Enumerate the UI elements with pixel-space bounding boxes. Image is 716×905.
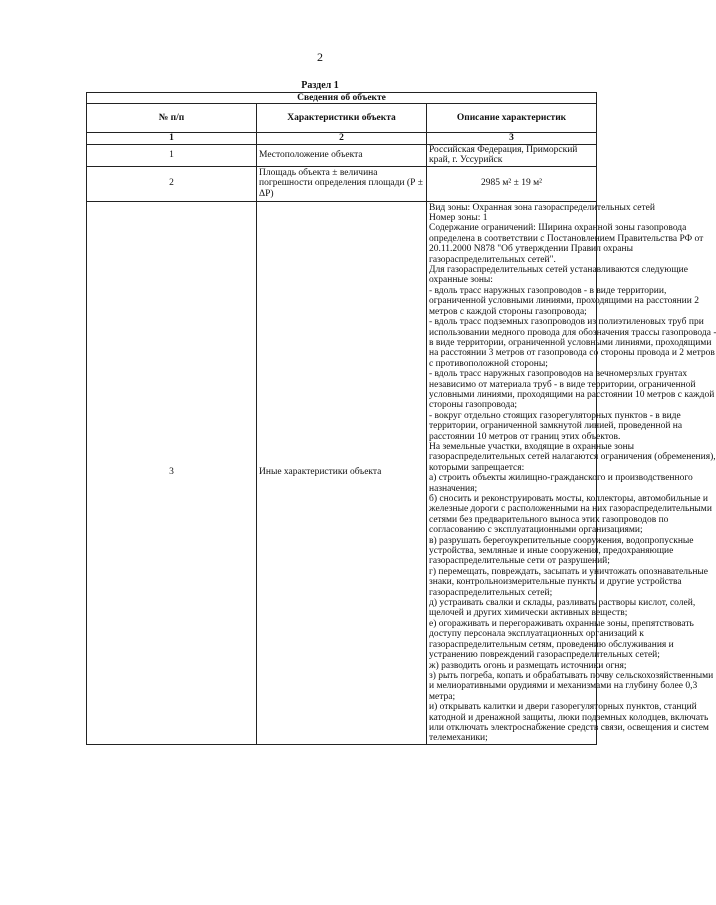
description-line: ограниченной условными линиями, проходящими на расстоянии 2: [429, 296, 699, 307]
description-line: устранению повреждений газораспределительных сетей;: [429, 650, 660, 661]
row-description: Российская Федерация, Приморский край, г. Уссурийск: [427, 144, 597, 166]
row-number: 2: [87, 166, 257, 201]
description-line: сетями без предварительного выноса этих газопроводов по: [429, 514, 669, 525]
table-caption-row: [87, 93, 597, 104]
description-line: На земельные участки, входящие в охранные зоны: [429, 441, 635, 452]
description-line: 20.11.2000 N878 "Об утверждении Правил охраны: [429, 244, 633, 255]
description-line: - вдоль трасс подземных газопроводов из полиэтиленовых труб при: [429, 317, 704, 328]
column-number: 3: [427, 133, 597, 144]
description-line: территории, ограниченной замкнутой линией, проведенной на: [429, 421, 683, 432]
description-line: Вид зоны: Охранная зона газораспределительных сетей: [429, 202, 655, 213]
description-line: - вдоль трасс наружных газопроводов - в виде территории,: [429, 285, 667, 296]
table-caption: Сведения об объекте: [87, 93, 597, 104]
description-line: расстоянии 10 метров от границ этих объектов.: [429, 431, 621, 442]
row-characteristic: Местоположение объекта: [257, 144, 427, 166]
description-line: знаки, контрольноизмерительные пункты и другие устройства: [429, 577, 682, 588]
description-line: - вдоль трасс наружных газопроводов на вечномерзлых грунтах: [429, 369, 688, 380]
description-line: з) рыть погреба, копать и обрабатывать почву сельскохозяйственными: [429, 670, 714, 681]
table-row: [87, 166, 597, 201]
column-number: 1: [87, 133, 257, 144]
description-line: газораспределительным сетям, проведению обслуживания и: [429, 639, 674, 650]
description-line: е) огораживать и перегораживать охранные зоны, препятствовать: [429, 618, 694, 629]
header-description: Описание характеристик: [427, 104, 597, 133]
description-line: в) разрушать берегоукрепительные сооружения, водопропускные: [429, 535, 694, 546]
table-row: [87, 144, 597, 166]
description-line: охранные зоны:: [429, 275, 493, 286]
description-line: а) строить объекты жилищно-гражданского и производственного: [429, 473, 693, 484]
description-line: на расстоянии 3 метров от газопровода со стороны провода и 2 метров: [429, 348, 715, 359]
table-row: [87, 201, 597, 744]
description-line: железные дороги с расположенными на них газораспределительными: [429, 504, 712, 515]
object-info-table: [86, 92, 716, 745]
description-line: метров с каждой стороны газопровода;: [429, 306, 587, 317]
description-line: метра;: [429, 691, 456, 702]
description-line: Номер зоны: 1: [429, 213, 488, 224]
description-line: согласованию с эксплуатационными организациями;: [429, 525, 643, 536]
description-line: - вокруг отдельно стоящих газорегуляторных пунктов - в виде: [429, 410, 681, 421]
row-characteristic: Иные характеристики объекта: [257, 201, 427, 744]
description-line: катодной и дренажной защиты, люки подземных колодцев, включать: [429, 712, 709, 723]
description-line: газораспределительных сетей налагаются ограничения (обременения),: [429, 452, 716, 463]
row-description-zone: [427, 201, 716, 744]
row-number: 1: [87, 144, 257, 166]
description-line: стороны газопровода;: [429, 400, 518, 411]
description-line: устройства, земляные и иные сооружения, предохраняющие: [429, 546, 674, 557]
description-line: ж) разводить огонь и размещать источники огня;: [429, 660, 627, 671]
description-line: или отключать электроснабжение средств связи, освещения и систем: [429, 722, 709, 733]
description-line: доступу персонала эксплуатационных организаций к: [429, 629, 644, 640]
description-line: телемеханики;: [429, 733, 488, 744]
description-line: определена в соответствии с Постановлением Правительства РФ от: [429, 233, 704, 244]
description-line: использовании медного провода для обозначения трассы газопровода -: [429, 327, 716, 338]
page-number: 2: [317, 50, 323, 64]
description-line: Для газораспределительных сетей устанавливаются следующие: [429, 265, 688, 276]
row-number: 3: [87, 201, 257, 744]
description-line: которыми запрещается:: [429, 462, 525, 473]
header-characteristics: Характеристики объекта: [257, 104, 427, 133]
description-line: Содержание ограничений: Ширина охранной зоны газопровода: [429, 223, 687, 234]
column-number: 2: [257, 133, 427, 144]
description-line: щелочей и других химически активных веществ;: [429, 608, 628, 619]
header-number: № п/п: [87, 104, 257, 133]
description-line: газораспределительных сетей;: [429, 587, 553, 598]
description-line: с противоположной стороны;: [429, 358, 548, 369]
row-description: 2985 м² ± 19 м²: [427, 166, 597, 201]
description-line: б) сносить и реконструировать мосты, коллекторы, автомобильные и: [429, 494, 708, 504]
description-line: газораспределительные сети от разрушений;: [429, 556, 610, 567]
description-line: условными линиями, проходящими на расстоянии 10 метров с каждой: [429, 389, 715, 400]
section-title: Раздел 1: [301, 80, 339, 91]
description-line: д) устраивать свалки и склады, разливать растворы кислот, солей,: [429, 598, 696, 609]
description-line: и) открывать калитки и двери газорегуляторных пунктов, станций: [429, 702, 697, 713]
description-line: в виде территории, ограниченной условными линиями, проходящими: [429, 337, 712, 348]
description-line: газораспределительных сетей".: [429, 254, 556, 265]
description-line: и мелиоративными орудиями и механизмами на глубину более 0,3: [429, 681, 698, 692]
description-line: независимо от материала труб - в виде территории, ограниченной: [429, 379, 696, 390]
description-line: г) перемещать, повреждать, засыпать и уничтожать опознавательные: [429, 566, 709, 577]
table-header-row: [87, 104, 597, 133]
column-number-row: [87, 133, 597, 144]
row-characteristic: Площадь объекта ± величина погрешности определения площади (Р ± ΔР): [257, 166, 427, 201]
description-line: назначения;: [429, 483, 478, 494]
